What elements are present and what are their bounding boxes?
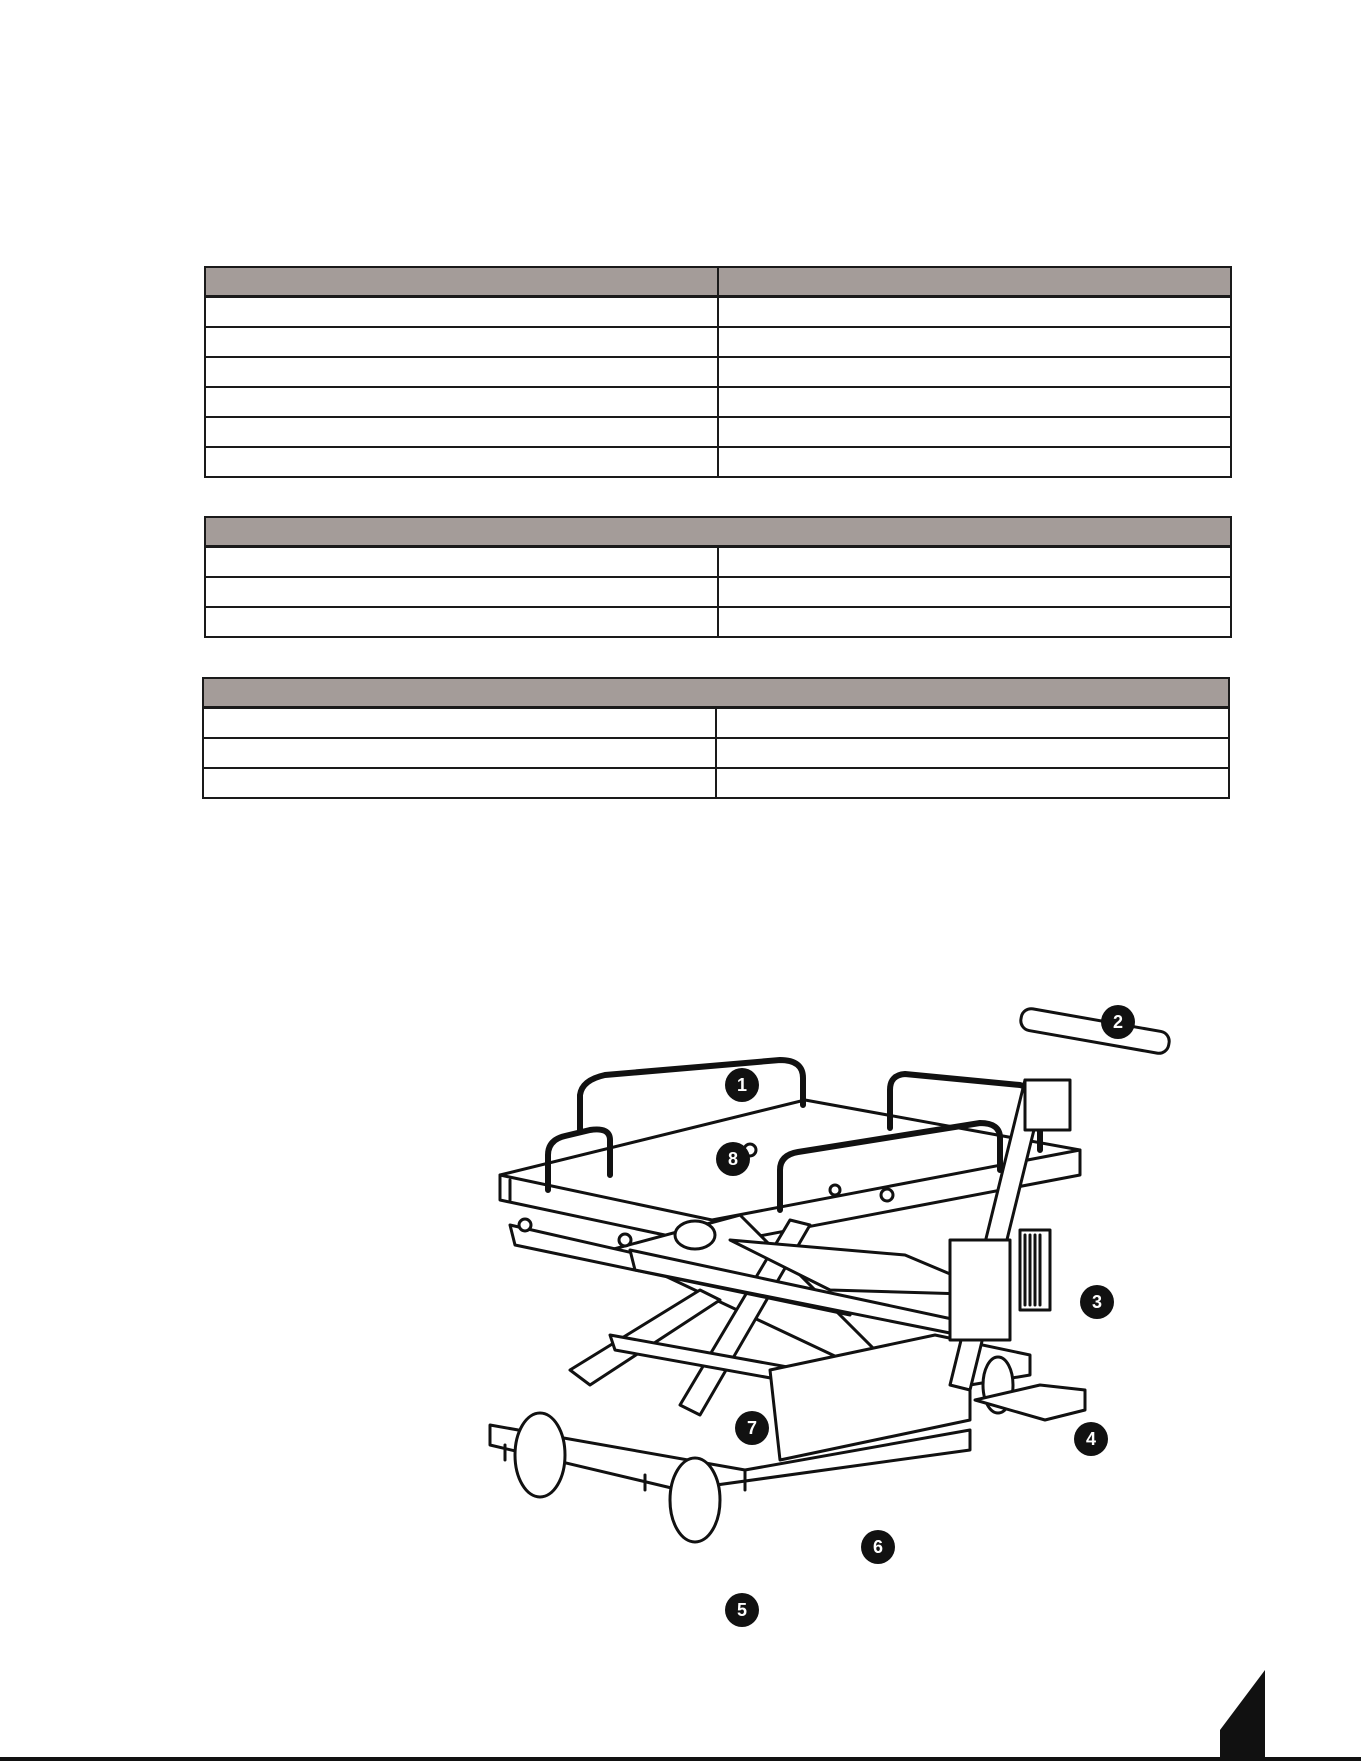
spec-table-3 bbox=[202, 677, 1230, 799]
callout-8 bbox=[716, 1142, 750, 1176]
table-row bbox=[203, 768, 1229, 798]
bottom-rule bbox=[0, 1757, 1361, 1761]
table-cell bbox=[203, 708, 716, 739]
table-header-row bbox=[205, 267, 1231, 297]
callout-1 bbox=[725, 1068, 759, 1102]
table-cell bbox=[203, 768, 716, 798]
table-cell bbox=[205, 417, 718, 447]
table-header-row bbox=[203, 678, 1229, 708]
table-cell bbox=[716, 768, 1229, 798]
table-cell bbox=[205, 327, 718, 357]
table-cell bbox=[718, 387, 1231, 417]
table-cell bbox=[205, 447, 718, 477]
svg-text:2: 2 bbox=[1112, 1012, 1124, 1032]
svg-text:6: 6 bbox=[872, 1537, 884, 1557]
callout-7 bbox=[735, 1411, 769, 1445]
table-cell bbox=[718, 357, 1231, 387]
table-cell bbox=[716, 708, 1229, 739]
svg-text:1: 1 bbox=[736, 1075, 748, 1095]
table-cell bbox=[205, 387, 718, 417]
table-cell bbox=[205, 357, 718, 387]
lift-cart-diagram bbox=[480, 990, 1180, 1640]
table-header-cell bbox=[205, 267, 718, 297]
table-header-cell bbox=[718, 267, 1231, 297]
callout-5 bbox=[725, 1593, 759, 1627]
table-header-cell bbox=[203, 678, 1229, 708]
table-cell bbox=[716, 738, 1229, 768]
table-row bbox=[203, 708, 1229, 739]
table-row bbox=[205, 297, 1231, 328]
svg-text:8: 8 bbox=[727, 1149, 739, 1169]
table-cell bbox=[718, 547, 1231, 578]
callout-6 bbox=[861, 1530, 895, 1564]
page-corner-tab bbox=[1220, 1670, 1361, 1761]
table-cell bbox=[718, 417, 1231, 447]
table-header-row bbox=[205, 517, 1231, 547]
table-cell bbox=[718, 297, 1231, 328]
table-row bbox=[205, 577, 1231, 607]
table-row bbox=[205, 327, 1231, 357]
table-row bbox=[205, 447, 1231, 477]
base-frame bbox=[490, 1335, 1030, 1490]
table-row bbox=[205, 387, 1231, 417]
svg-text:5: 5 bbox=[736, 1600, 748, 1620]
table-cell bbox=[718, 447, 1231, 477]
table-header-cell bbox=[205, 517, 1231, 547]
table-cell bbox=[203, 738, 716, 768]
table-cell bbox=[718, 577, 1231, 607]
table-cell bbox=[205, 607, 718, 637]
spec-table-2 bbox=[204, 516, 1232, 638]
table-row bbox=[203, 738, 1229, 768]
svg-text:3: 3 bbox=[1091, 1292, 1103, 1312]
table-row bbox=[205, 547, 1231, 578]
table-cell bbox=[205, 547, 718, 578]
svg-text:4: 4 bbox=[1085, 1429, 1097, 1449]
callout-4 bbox=[1074, 1422, 1108, 1456]
table-row bbox=[205, 607, 1231, 637]
table-row bbox=[205, 417, 1231, 447]
table-cell bbox=[718, 327, 1231, 357]
table-row bbox=[205, 357, 1231, 387]
table-cell bbox=[205, 577, 718, 607]
svg-text:7: 7 bbox=[746, 1418, 758, 1438]
table-cell bbox=[205, 297, 718, 328]
spec-table-1 bbox=[204, 266, 1232, 478]
table-cell bbox=[718, 607, 1231, 637]
callout-3 bbox=[1080, 1285, 1114, 1319]
callout-2 bbox=[1101, 1005, 1135, 1039]
